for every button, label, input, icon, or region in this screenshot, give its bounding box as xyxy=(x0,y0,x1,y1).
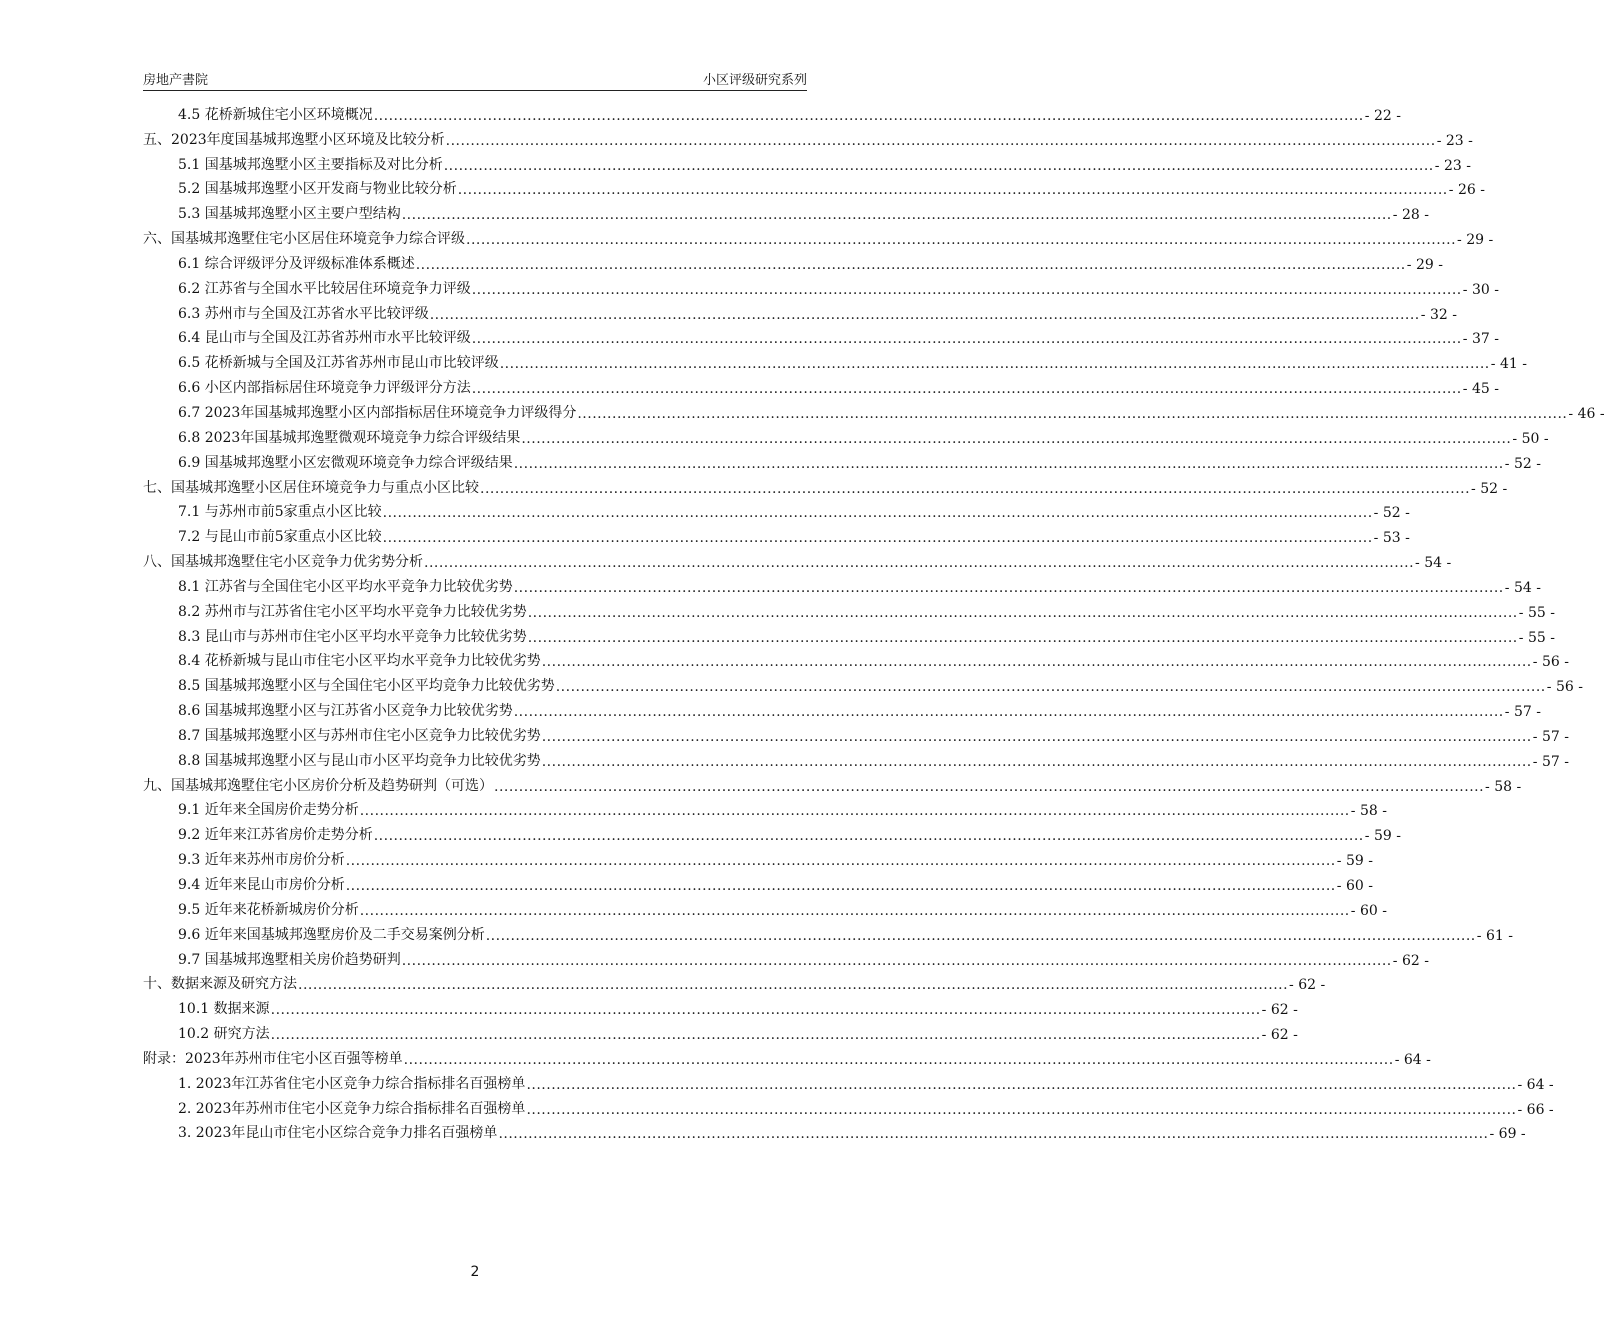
toc-entry[interactable] xyxy=(143,124,1473,149)
toc-entry-page: - 41 - xyxy=(1490,356,1527,373)
toc-entry-title: 五、2023年度国基城邦逸墅小区环境及比较分析 xyxy=(143,131,445,148)
toc-entry-title: 6.3 苏州市与全国及江苏省水平比较评级 xyxy=(178,305,429,322)
toc-entry[interactable] xyxy=(143,198,1429,224)
toc-entry-page: - 52 - xyxy=(1504,455,1541,472)
toc-dot-leader: ........................................................................................................................................................................................................ xyxy=(498,1126,1489,1143)
toc-entry[interactable] xyxy=(143,571,1541,596)
toc-entry-title: 5.3 国基城邦逸墅小区主要户型结构 xyxy=(178,206,401,223)
toc-dot-leader: ........................................................................................................................................................................................................ xyxy=(555,679,1546,696)
toc-entry-page: - 53 - xyxy=(1373,530,1410,547)
toc-dot-leader: ........................................................................................................................................................................................................ xyxy=(541,753,1532,770)
toc-entry[interactable] xyxy=(143,174,1485,199)
toc-dot-leader: ........................................................................................................................................................................................................ xyxy=(527,604,1518,621)
toc-dot-leader: ........................................................................................................................................................................................................ xyxy=(443,157,1434,174)
toc-dot-leader: ........................................................................................................................................................................................................ xyxy=(466,232,1457,249)
toc-entry[interactable] xyxy=(143,646,1569,671)
toc-dot-leader: ........................................................................................................................................................................................................ xyxy=(401,952,1392,969)
toc-entry[interactable] xyxy=(143,596,1555,621)
toc-dot-leader: ........................................................................................................................................................................................................ xyxy=(513,704,1504,721)
toc-entry-title: 5.1 国基城邦逸墅小区主要指标及对比分析 xyxy=(178,156,443,173)
toc-dot-leader: ........................................................................................................................................................................................................ xyxy=(471,281,1462,298)
toc-entry-page: - 64 - xyxy=(1394,1051,1431,1068)
toc-entry[interactable] xyxy=(143,993,1298,1019)
header-right-title: 小区评级研究系列 xyxy=(702,73,807,88)
toc-dot-leader: ........................................................................................................................................................................................................ xyxy=(513,579,1504,596)
toc-entry-title: 6.2 江苏省与全国水平比较居住环境竞争力评级 xyxy=(178,280,471,297)
toc-entry[interactable] xyxy=(143,422,1549,447)
toc-dot-leader: ........................................................................................................................................................................................................ xyxy=(445,132,1436,149)
toc-entry[interactable] xyxy=(143,99,1401,124)
toc-entry-title: 8.7 国基城邦逸墅小区与苏州市住宅小区竞争力比较优劣势 xyxy=(178,727,541,744)
toc-entry-title: 3. 2023年昆山市住宅小区综合竞争力排名百强榜单 xyxy=(178,1125,498,1142)
toc-entry-page: - 57 - xyxy=(1504,704,1541,721)
toc-entry-page: - 62 - xyxy=(1261,1027,1298,1044)
toc-entry[interactable] xyxy=(143,397,1605,422)
toc-entry-title: 8.6 国基城邦逸墅小区与江苏省小区竞争力比较优劣势 xyxy=(178,703,513,720)
toc-entry-title: 附录：2023年苏州市住宅小区百强等榜单 xyxy=(143,1050,403,1067)
toc-entry[interactable] xyxy=(143,546,1452,572)
toc-entry-title: 9.3 近年来苏州市房价分析 xyxy=(178,852,345,869)
toc-entry-title: 六、国基城邦逸墅住宅小区居住环境竞争力综合评级 xyxy=(143,231,465,248)
toc-entry-title: 6.5 花桥新城与全国及江苏省苏州市昆山市比较评级 xyxy=(178,355,499,372)
toc-entry[interactable] xyxy=(143,844,1373,870)
toc-entry[interactable] xyxy=(143,447,1541,472)
toc-dot-leader: ........................................................................................................................................................................................................ xyxy=(513,455,1504,472)
toc-dot-leader: ........................................................................................................................................................................................................ xyxy=(415,256,1406,273)
toc-entry-page: - 62 - xyxy=(1261,1002,1298,1019)
toc-entry-title: 8.5 国基城邦逸墅小区与全国住宅小区平均竞争力比较优劣势 xyxy=(178,678,555,695)
toc-entry-page: - 30 - xyxy=(1462,281,1499,298)
toc-entry[interactable] xyxy=(143,770,1522,795)
toc-dot-leader: ........................................................................................................................................................................................................ xyxy=(359,902,1350,919)
toc-entry-title: 7.2 与昆山市前5家重点小区比较 xyxy=(178,529,382,546)
page-header xyxy=(143,68,807,91)
toc-entry-page: - 56 - xyxy=(1532,654,1569,671)
toc-entry[interactable] xyxy=(143,745,1569,770)
toc-entry[interactable] xyxy=(143,472,1508,497)
toc-entry-page: - 50 - xyxy=(1512,430,1549,447)
toc-dot-leader: ........................................................................................................................................................................................................ xyxy=(403,1051,1394,1068)
toc-dot-leader: ........................................................................................................................................................................................................ xyxy=(541,654,1532,671)
toc-dot-leader: ........................................................................................................................................................................................................ xyxy=(298,977,1289,994)
toc-entry-page: - 28 - xyxy=(1392,207,1429,224)
toc-entry[interactable] xyxy=(143,695,1541,721)
toc-entry[interactable] xyxy=(143,1018,1298,1044)
toc-entry[interactable] xyxy=(143,497,1410,522)
toc-entry-title: 10.2 研究方法 xyxy=(178,1026,270,1043)
toc-dot-leader: ........................................................................................................................................................................................................ xyxy=(382,505,1373,522)
toc-entry-page: - 64 - xyxy=(1517,1076,1554,1093)
toc-entry-page: - 23 - xyxy=(1436,132,1473,149)
toc-entry-title: 9.5 近年来花桥新城房价分析 xyxy=(178,901,359,918)
toc-entry-page: - 52 - xyxy=(1373,505,1410,522)
toc-entry[interactable] xyxy=(143,795,1387,820)
toc-dot-leader: ........................................................................................................................................................................................................ xyxy=(577,405,1568,422)
toc-dot-leader: ........................................................................................................................................................................................................ xyxy=(270,1027,1261,1044)
header-left-title: 房地产書院 xyxy=(143,73,209,88)
toc-entry-title: 1. 2023年江苏省住宅小区竞争力综合指标排名百强榜单 xyxy=(178,1075,526,1092)
toc-dot-leader: ........................................................................................................................................................................................................ xyxy=(373,828,1364,845)
toc-entry-page: - 55 - xyxy=(1518,629,1555,646)
toc-entry-page: - 57 - xyxy=(1532,728,1569,745)
toc-entry-title: 6.4 昆山市与全国及江苏省苏州市水平比较评级 xyxy=(178,330,471,347)
toc-entry-page: - 66 - xyxy=(1517,1101,1554,1118)
toc-dot-leader: ........................................................................................................................................................................................................ xyxy=(429,306,1420,323)
toc-entry[interactable] xyxy=(143,1118,1526,1143)
toc-entry-page: - 56 - xyxy=(1546,679,1583,696)
toc-entry-page: - 69 - xyxy=(1489,1126,1526,1143)
toc-entry-page: - 58 - xyxy=(1350,803,1387,820)
toc-entry-title: 10.1 数据来源 xyxy=(178,1001,270,1018)
toc-entry[interactable] xyxy=(143,1068,1554,1093)
toc-dot-leader: ........................................................................................................................................................................................................ xyxy=(527,629,1518,646)
toc-entry-page: - 23 - xyxy=(1434,157,1471,174)
toc-entry[interactable] xyxy=(143,248,1443,273)
toc-entry[interactable] xyxy=(143,720,1569,745)
toc-entry-title: 8.2 苏州市与江苏省住宅小区平均水平竞争力比较优劣势 xyxy=(178,603,527,620)
toc-entry-page: - 52 - xyxy=(1471,480,1508,497)
toc-entry-title: 7.1 与苏州市前5家重点小区比较 xyxy=(178,504,382,521)
toc-entry-page: - 54 - xyxy=(1415,555,1452,572)
toc-entry-page: - 54 - xyxy=(1504,579,1541,596)
toc-entry-title: 9.6 近年来国基城邦逸墅房价及二手交易案例分析 xyxy=(178,926,485,943)
toc-dot-leader: ........................................................................................................................................................................................................ xyxy=(424,555,1415,572)
toc-entry[interactable] xyxy=(143,919,1513,944)
toc-entry-title: 十、数据来源及研究方法 xyxy=(143,976,297,993)
toc-entry-title: 8.8 国基城邦逸墅小区与昆山市小区平均竞争力比较优劣势 xyxy=(178,752,541,769)
toc-dot-leader: ........................................................................................................................................................................................................ xyxy=(457,182,1448,199)
toc-entry-page: - 55 - xyxy=(1518,604,1555,621)
toc-entry-title: 6.7 2023年国基城邦逸墅小区内部指标居住环境竞争力评级得分 xyxy=(178,404,577,421)
toc-entry[interactable] xyxy=(143,223,1494,249)
toc-entry-title: 8.4 花桥新城与昆山市住宅小区平均水平竞争力比较优劣势 xyxy=(178,653,541,670)
table-of-contents xyxy=(143,99,1605,1143)
toc-dot-leader: ........................................................................................................................................................................................................ xyxy=(521,430,1512,447)
toc-dot-leader: ........................................................................................................................................................................................................ xyxy=(480,480,1471,497)
toc-dot-leader: ........................................................................................................................................................................................................ xyxy=(499,356,1490,373)
toc-dot-leader: ........................................................................................................................................................................................................ xyxy=(345,878,1336,894)
toc-dot-leader: ........................................................................................................................................................................................................ xyxy=(485,927,1476,944)
toc-entry[interactable] xyxy=(143,819,1401,845)
toc-entry-page: - 29 - xyxy=(1406,256,1443,273)
toc-entry-title: 4.5 花桥新城住宅小区环境概况 xyxy=(178,106,373,123)
toc-entry-page: - 45 - xyxy=(1462,381,1499,398)
toc-entry-page: - 59 - xyxy=(1336,853,1373,870)
toc-entry[interactable] xyxy=(143,621,1555,646)
toc-entry-title: 8.3 昆山市与苏州市住宅小区平均水平竞争力比较优劣势 xyxy=(178,628,527,645)
toc-entry[interactable] xyxy=(143,372,1499,398)
toc-entry-title: 9.1 近年来全国房价走势分析 xyxy=(178,802,359,819)
toc-entry[interactable] xyxy=(143,869,1373,894)
toc-entry-page: - 32 - xyxy=(1420,306,1457,323)
toc-entry-title: 2. 2023年苏州市住宅小区竞争力综合指标排名百强榜单 xyxy=(178,1100,526,1117)
page-number: 2 xyxy=(470,1264,480,1280)
toc-entry-page: - 57 - xyxy=(1532,753,1569,770)
toc-entry-title: 八、国基城邦逸墅住宅小区竞争力优劣势分析 xyxy=(143,554,423,571)
toc-dot-leader: ........................................................................................................................................................................................................ xyxy=(494,778,1485,795)
toc-entry-title: 9.4 近年来昆山市房价分析 xyxy=(178,877,345,893)
toc-entry-title: 8.1 江苏省与全国住宅小区平均水平竞争力比较优劣势 xyxy=(178,578,513,595)
toc-entry-title: 9.2 近年来江苏省房价走势分析 xyxy=(178,827,373,844)
toc-dot-leader: ........................................................................................................................................................................................................ xyxy=(270,1002,1261,1019)
toc-entry[interactable] xyxy=(143,944,1429,969)
toc-dot-leader: ........................................................................................................................................................................................................ xyxy=(541,728,1532,745)
toc-dot-leader: ........................................................................................................................................................................................................ xyxy=(345,853,1336,870)
toc-entry-page: - 26 - xyxy=(1448,182,1485,199)
toc-entry-page: - 59 - xyxy=(1364,828,1401,845)
toc-entry[interactable] xyxy=(143,323,1499,348)
toc-dot-leader: ........................................................................................................................................................................................................ xyxy=(526,1076,1517,1093)
toc-entry-title: 七、国基城邦逸墅小区居住环境竞争力与重点小区比较 xyxy=(143,479,479,496)
toc-entry-title: 5.2 国基城邦逸墅小区开发商与物业比较分析 xyxy=(178,181,457,198)
toc-dot-leader: ........................................................................................................................................................................................................ xyxy=(471,381,1462,398)
toc-entry-title: 6.6 小区内部指标居住环境竞争力评级评分方法 xyxy=(178,380,471,397)
toc-dot-leader: ........................................................................................................................................................................................................ xyxy=(382,530,1373,547)
toc-entry[interactable] xyxy=(143,347,1527,373)
toc-entry[interactable] xyxy=(143,969,1326,994)
toc-entry-title: 6.1 综合评级评分及评级标准体系概述 xyxy=(178,255,415,272)
toc-entry-title: 6.8 2023年国基城邦逸墅微观环境竞争力综合评级结果 xyxy=(178,429,521,446)
toc-entry[interactable] xyxy=(143,273,1499,298)
toc-entry-page: - 58 - xyxy=(1485,778,1522,795)
toc-entry-page: - 37 - xyxy=(1462,331,1499,348)
toc-entry-title: 九、国基城邦逸墅住宅小区房价分析及趋势研判（可选） xyxy=(143,777,493,794)
toc-entry-title: 6.9 国基城邦逸墅小区宏微观环境竞争力综合评级结果 xyxy=(178,454,513,471)
toc-entry[interactable] xyxy=(143,521,1410,547)
toc-dot-leader: ........................................................................................................................................................................................................ xyxy=(359,803,1350,820)
toc-dot-leader: ........................................................................................................................................................................................................ xyxy=(401,207,1392,224)
toc-entry-page: - 61 - xyxy=(1476,927,1513,944)
toc-entry-page: - 29 - xyxy=(1457,232,1494,249)
toc-entry-title: 9.7 国基城邦逸墅相关房价趋势研判 xyxy=(178,951,401,968)
toc-entry-page: - 62 - xyxy=(1289,977,1326,994)
toc-entry-page: - 62 - xyxy=(1392,952,1429,969)
toc-entry[interactable] xyxy=(143,149,1471,174)
toc-dot-leader: ........................................................................................................................................................................................................ xyxy=(526,1101,1517,1118)
toc-entry-page: - 60 - xyxy=(1336,878,1373,894)
toc-entry-page: - 60 - xyxy=(1350,902,1387,919)
toc-dot-leader: ........................................................................................................................................................................................................ xyxy=(373,107,1364,124)
toc-dot-leader: ........................................................................................................................................................................................................ xyxy=(471,331,1462,348)
toc-entry[interactable] xyxy=(143,1093,1554,1118)
toc-entry[interactable] xyxy=(143,670,1583,696)
toc-entry-page: - 46 - xyxy=(1568,405,1605,422)
toc-entry-page: - 22 - xyxy=(1364,107,1401,124)
toc-entry[interactable] xyxy=(143,298,1457,323)
toc-entry[interactable] xyxy=(143,894,1387,919)
toc-entry[interactable] xyxy=(143,1043,1431,1068)
